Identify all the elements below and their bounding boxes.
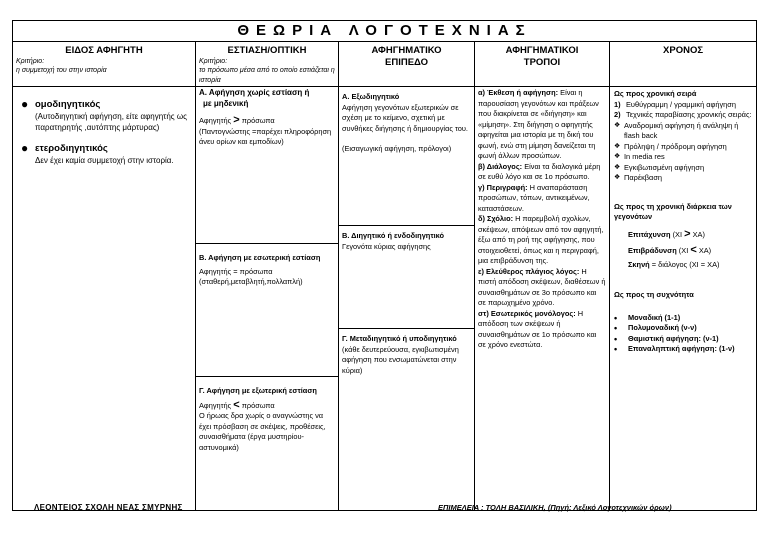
time-cell (610, 87, 757, 511)
intradiegetic-title: Β. Διηγητικό ή ενδοδιηγητικό (342, 231, 445, 240)
zero-focal-title2: με μηδενική (203, 98, 249, 108)
criterion-c2-label: Κριτήριο: (199, 57, 228, 65)
external-focal-persons: πρόσωπα (241, 400, 275, 410)
technique-1-text: Αναδρομική αφήγηση ή ανάληψη ή flash back (624, 120, 739, 140)
diamond-bullet-icon: ❖ (614, 153, 621, 160)
header-time (610, 42, 757, 87)
header-row (13, 42, 757, 87)
criterion-c1-label: Κριτήριο: (16, 57, 45, 65)
technique-4 (614, 163, 752, 174)
external-focal-narrator: Αφηγητής (199, 400, 232, 410)
header-c4b: ΤΡΟΠΟΙ (523, 56, 561, 68)
header-narrative-level (339, 42, 475, 87)
credit-footer: ΕΠΙΜΕΛΕΙΑ : ΤΟΛΗ ΒΑΣΙΛΙΚΗ, (Πηγή: Λεξικό Λογοτεχνικών όρων) (438, 503, 672, 512)
header-narrator-type (13, 42, 196, 87)
frequency-title: Ως προς τη συχνότητα (614, 290, 694, 299)
theory-table (12, 20, 757, 511)
extradiegetic-title: Α. Εξωδιηγητικό (342, 92, 400, 101)
narrative-level-cell (339, 87, 475, 511)
internal-focal-desc: (σταθερή,μεταβλητή,πολλαπλή) (199, 277, 303, 286)
narrator-type-cell (13, 87, 196, 511)
header-c2-text: ΕΣΤΙΑΣΗ/ΟΠΤΙΚΗ (227, 45, 307, 56)
exposition-title: α) Έκθεση ή αφήγηση: (478, 88, 559, 97)
comment-desc: Η παρεμβολή σχολίων, σκέψεων, απόψεων από τον αφηγητή, έξω από τη ροή της αφήγησης, που στοιχειοθετεί, όπως και η περιγραφή, μια επιβράδυνση της. (478, 214, 604, 265)
order-text-1: Ευθύγραμμη / γραμμική αφήγηση (626, 99, 736, 109)
bullet-icon: ● (21, 141, 29, 155)
zero-focal-desc: (Παντογνώστης =παρέχει πληροφόρηση άνευ ορίων και εμποδίων) (199, 126, 332, 146)
technique-5-text: Παρέκβαση (624, 173, 662, 182)
mode-interior-monologue (478, 309, 606, 351)
acceleration-line (614, 229, 752, 241)
acceleration-x2: ΧΑ) (692, 229, 705, 239)
deceleration-x2: ΧΑ) (698, 246, 712, 255)
frequency-4-text: Επαναληπτική αφήγηση: (1-ν) (628, 344, 735, 353)
frequency-item-2 (614, 323, 752, 334)
mode-free-indirect (478, 267, 606, 309)
focalization-cell (196, 87, 339, 511)
zero-focal-persons: πρόσωπα (241, 116, 275, 125)
criterion-c1-text: η συμμετοχή του στην ιστορία (16, 67, 107, 74)
intradiegetic-desc: Γεγονότα κύριας αφήγησης (342, 241, 431, 251)
external-focal-title: Γ. Αφήγηση με εξωτερική εστίαση (199, 386, 317, 395)
bullet-icon: • (614, 344, 618, 354)
heterodiegetic-desc: Δεν έχει καμία συμμετοχή στην ιστορία. (35, 156, 174, 165)
level-intradiegetic (339, 226, 474, 329)
zero-focal-narrator: Αφηγητής (199, 116, 232, 125)
frequency-item-1 (614, 313, 752, 324)
school-footer: ΛΕΟΝΤΕΙΟΣ ΣΧΟΛΗ ΝΕΑΣ ΣΜΥΡΝΗΣ (34, 503, 183, 512)
deceleration-x1: (ΧΙ (678, 246, 689, 255)
criterion-c2-text: το πρόσωπο μέσα από το οποίο εστιάζεται η ιστορία (199, 67, 335, 84)
heterodiegetic-item (21, 143, 192, 166)
scene-text: = διάλογος (ΧΙ = ΧΑ) (651, 259, 720, 269)
less-than-symbol: < (690, 244, 697, 256)
description-desc: Η αναπαράσταση προσώπων, τόπων, αντικειμένων, καταστάσεων. (478, 182, 590, 213)
frequency-item-4 (614, 344, 752, 355)
comment-title: δ) Σχόλιο: (478, 214, 514, 223)
external-focal-desc: Ο ήρωας δρα χωρίς ο αναγνώστης να έχει πρόσβαση σε σκέψεις, προθέσεις, συναισθήματα (έργα μυστηρίου-αστυνομικά) (199, 411, 326, 452)
deceleration-label: Επιβράδυνση (628, 246, 677, 255)
homodiegetic-item (21, 99, 192, 133)
header-c1-text: ΕΙΔΟΣ ΑΦΗΓΗΤΗ (65, 45, 143, 56)
technique-2-text: Πρόληψη / πρόδρομη αφήγηση (624, 141, 727, 151)
header-c3b: ΕΠΙΠΕΔΟ (385, 56, 428, 68)
frequency-1-text: Μοναδική (1-1) (628, 312, 681, 322)
header-c4a: ΑΦΗΓΗΜΑΤΙΚΟΙ (505, 45, 579, 56)
header-c5-text: ΧΡΟΝΟΣ (663, 45, 704, 56)
free-indirect-desc: Η πιστή απόδοση σκέψεων, διαθέσεων ή συναισθημάτων σε 3ο πρόσωπο και σε παρωχημένο χρόνο. (478, 266, 606, 307)
mode-exposition (478, 88, 606, 162)
description-title: γ) Περιγραφή: (478, 182, 528, 192)
diamond-bullet-icon: ❖ (614, 121, 621, 129)
title-row (13, 21, 757, 42)
technique-3-text: In media res (624, 152, 665, 161)
focalization-zero (196, 87, 338, 244)
homodiegetic-title: ομοδιηγητικός (35, 99, 101, 110)
order-text-2: Τεχνικές παραβίασης χρονικής σειράς: (626, 110, 752, 119)
bullet-icon: • (614, 312, 618, 323)
technique-5 (614, 173, 752, 184)
greater-than-symbol: > (233, 114, 240, 126)
scene-line (614, 260, 752, 271)
technique-2 (614, 142, 752, 153)
technique-3 (614, 152, 752, 163)
header-narrative-modes (475, 42, 610, 87)
mode-description (478, 183, 606, 215)
bullet-icon: • (614, 323, 618, 333)
technique-4-text: Εγκιβωτισμένη αφήγηση (624, 162, 705, 172)
internal-focal-title: Β. Αφήγηση με εσωτερική εστίαση (199, 253, 321, 262)
metadiegetic-desc: (κάθε δευτερεύουσα, εγκιβωτισμένη αφήγηση που ενσωματώνεται στην κύρια) (342, 344, 459, 375)
internal-focal-line: Αφηγητής = πρόσωπα (199, 266, 273, 276)
dialogue-title: β) Διάλογος: (478, 161, 523, 171)
narrative-modes-cell (475, 87, 610, 511)
external-focal-line (199, 400, 335, 412)
focalization-internal (196, 244, 338, 377)
mode-dialogue (478, 162, 606, 183)
header-c3a: ΑΦΗΓΗΜΑΤΙΚΟ (371, 45, 442, 56)
extradiegetic-desc: Αφήγηση γεγονότων εξωτερικών σε σχέση με το κείμενο, σχετική με συνθήκες διήγησης ή δημιουργίας του. (342, 102, 468, 133)
content-row (13, 87, 757, 511)
extradiegetic-note: (Εισαγωγική αφήγηση, πρόλογοι) (342, 144, 452, 153)
acceleration-label: Επιτάχυνση (628, 229, 671, 239)
metadiegetic-title: Γ. Μεταδιηγητικό ή υποδιηγητικό (342, 334, 457, 343)
interior-monologue-title: στ) Εσωτερικός μονόλογος: (478, 308, 576, 318)
bullet-icon: ● (21, 97, 29, 111)
zero-focal-line (199, 115, 335, 127)
free-indirect-title: ε) Ελεύθερος πλάγιος λόγος: (478, 266, 580, 276)
exposition-desc: Είναι η παρουσίαση γεγονότων και πράξεων που διακρίνεται σε «διήγηση» και «μίμηση». Στη διήγηση ο αφηγητής αφηγείται μια ιστορία με τη δική του φωνή, ενώ στη μίμηση δανείζεται τη φωνή άλλων προσώπων. (478, 88, 599, 160)
level-extradiegetic (339, 87, 474, 226)
less-than-symbol: < (233, 398, 240, 411)
dialogue-desc: Είναι τα διαλογικά μέρη σε ευθύ λόγο και σε 1ο πρόσωπο. (478, 161, 601, 181)
order-item-2 (614, 110, 752, 121)
interior-monologue-desc: Η απόδοση των σκέψεων ή συναισθημάτων σε 1ο πρόσωπο και σε χρόνο ενεστώτα. (478, 308, 597, 349)
diamond-bullet-icon: ❖ (614, 163, 621, 171)
frequency-item-3 (614, 334, 752, 345)
diamond-bullet-icon: ❖ (614, 174, 621, 181)
level-metadiegetic (339, 329, 474, 377)
acceleration-x1: (ΧΙ (672, 229, 683, 239)
diamond-bullet-icon: ❖ (614, 142, 621, 150)
homodiegetic-desc: (Αυτοδιηγητική αφήγηση, είτε αφηγητής ως παρατηρητής ,αυτόπτης μάρτυρας) (35, 112, 187, 132)
heterodiegetic-title: ετεροδιηγητικός (35, 143, 108, 154)
order-num-1: 1) (614, 99, 621, 109)
page-title: ΘΕΩΡΙΑ ΛΟΓΟΤΕΧΝΙΑΣ (13, 21, 757, 42)
order-num-2: 2) (614, 110, 621, 119)
mode-comment (478, 214, 606, 267)
greater-than-symbol: > (684, 227, 691, 240)
order-item-1 (614, 100, 752, 111)
bullet-icon: • (614, 333, 618, 344)
header-focalization (196, 42, 339, 87)
duration-title: Ως προς τη χρονική διάρκεια των γεγονότων (614, 201, 732, 221)
technique-1 (614, 121, 752, 142)
deceleration-line (614, 245, 752, 257)
scene-label: Σκηνή (628, 259, 650, 269)
focalization-external (196, 377, 338, 454)
zero-focal-title: Α. Αφήγηση χωρίς εστίαση ή (199, 88, 310, 97)
frequency-3-text: Θαμιστική αφήγηση: (ν-1) (628, 333, 719, 343)
theory-table-wrapper (12, 20, 756, 511)
order-title: Ως προς χρονική σειρά (614, 89, 697, 98)
frequency-2-text: Πολυμοναδική (ν-ν) (628, 323, 697, 332)
